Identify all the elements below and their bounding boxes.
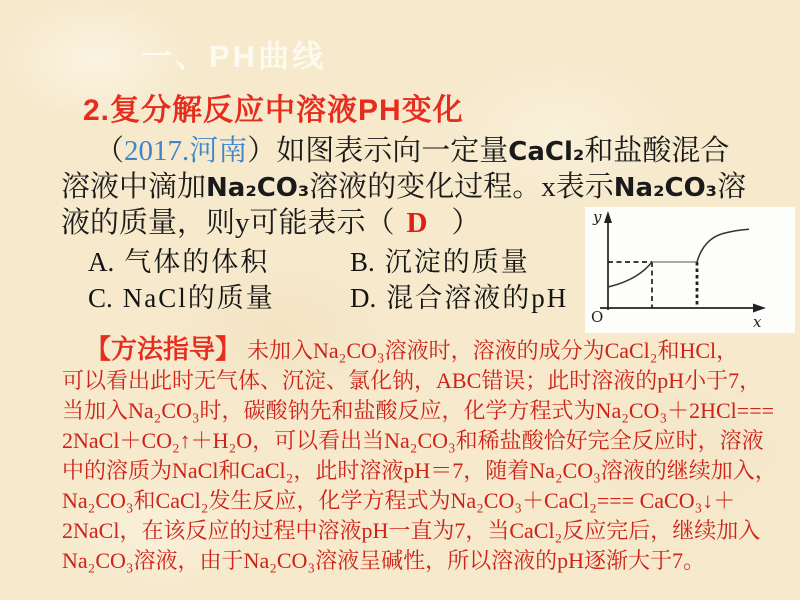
option-c — [88, 280, 350, 316]
x-axis-label: x — [753, 313, 762, 331]
method-text: 未加入Na₂CO₃溶液时，溶液的成分为CaCl₂和HCl， — [247, 338, 739, 363]
option-d-label: D. — [350, 283, 377, 313]
option-d-text: 混合溶液的pH — [386, 283, 569, 313]
method-line — [62, 332, 794, 366]
reaction-curve-figure — [585, 207, 795, 333]
options-grid — [88, 244, 568, 316]
method-line: 中的溶质为NaCl和CaCl₂，此时溶液pH＝7，随着Na₂CO₃溶液的继续加入， — [62, 458, 777, 483]
x-axis-arrow-icon — [753, 304, 766, 313]
option-b-text: 沉淀的质量 — [384, 247, 530, 277]
curve-rise-1 — [608, 262, 652, 287]
question-text: ） — [451, 207, 481, 239]
option-b — [350, 244, 568, 280]
question-text: 液的质量，则y可能表示（ — [61, 207, 395, 239]
method-line: 2NaCl，在该反应的过程中溶液pH一直为7，当CaCl₂反应完后，继续加入 — [62, 518, 761, 543]
question-text: 溶液中滴加 — [61, 171, 207, 203]
question-text: 和盐酸混合 — [584, 135, 730, 167]
curve-rise-2 — [697, 229, 749, 262]
subtitle: 2.复分解反应中溶液PH变化 — [83, 94, 464, 127]
origin-label: O — [591, 308, 604, 326]
question-text: 溶液的变化过程。x表示 — [309, 171, 614, 203]
option-a-label: A. — [88, 247, 115, 277]
method-line: 可以看出此时无气体、沉淀、氯化钠，ABC错误；此时溶液的pH小于7， — [62, 368, 762, 393]
formula-na2co3: Na₂CO₃ — [206, 173, 310, 203]
paren-open: （ — [95, 135, 125, 167]
answer-letter: D — [406, 207, 428, 239]
curve-chart — [585, 207, 795, 333]
question-line-2 — [61, 169, 746, 205]
formula-cacl2: CaCl₂ — [508, 137, 585, 167]
method-heading: 【方法指导】 — [85, 334, 242, 364]
y-axis-label: y — [593, 208, 602, 226]
method-line: 2NaCl＋CO₂↑＋H₂O，可以看出当Na₂CO₃和稀盐酸恰好完全反应时，溶液 — [62, 428, 764, 453]
option-a — [88, 244, 350, 280]
option-c-text: NaCl的质量 — [122, 283, 275, 313]
y-axis-arrow-icon — [604, 211, 612, 223]
method-line: Na₂CO₃溶液，由于Na₂CO₃溶液呈碱性，所以溶液的pH逐渐大于7。 — [62, 548, 705, 573]
method-line: Na₂CO₃和CaCl₂发生反应，化学方程式为Na₂CO₃＋CaCl₂=== CaCO₃↓＋ — [62, 488, 736, 513]
option-d — [350, 280, 568, 316]
formula-na2co3: Na₂CO₃ — [613, 173, 718, 203]
method-line: 当加入Na₂CO₃时，碳酸钠先和盐酸反应，化学方程式为Na₂CO₃＋2HCl=== — [62, 398, 775, 423]
section-title: 一、PH曲线 — [141, 39, 327, 74]
option-b-label: B. — [350, 247, 375, 277]
exam-source: 2017.河南 — [124, 135, 248, 167]
option-a-text: 气体的体积 — [124, 247, 270, 277]
question-line-1 — [61, 133, 746, 169]
question-text: ）如图表示向一定量 — [247, 135, 509, 167]
method-guide-block — [62, 332, 794, 576]
question-text: 溶 — [717, 171, 747, 203]
option-c-label: C. — [88, 283, 113, 313]
